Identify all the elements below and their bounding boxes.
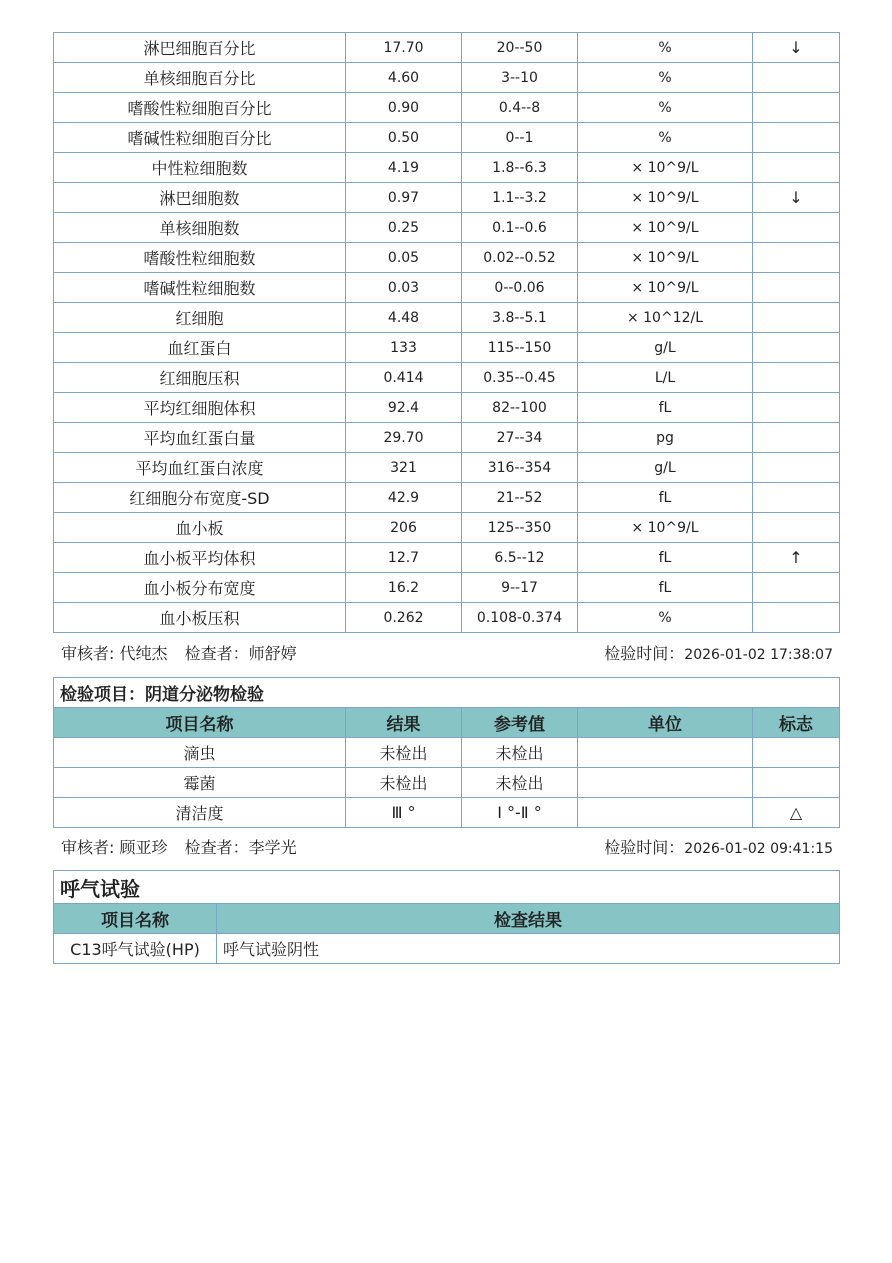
cell-ref: 125--350 xyxy=(462,513,578,543)
table-row xyxy=(54,768,840,798)
breath-test-table xyxy=(53,870,840,964)
col-header-flag: 标志 xyxy=(753,708,840,738)
cell-name: 单核细胞数 xyxy=(54,213,346,243)
cell-flag xyxy=(753,453,840,483)
cell-ref: 0.02--0.52 xyxy=(462,243,578,273)
cell-flag xyxy=(753,273,840,303)
cell-result: 206 xyxy=(346,513,462,543)
cell-result: 92.4 xyxy=(346,393,462,423)
cell-ref: 3--10 xyxy=(462,63,578,93)
cell-result: 呼气试验阴性 xyxy=(217,934,840,964)
cell-unit: g/L xyxy=(578,333,753,363)
reviewer: 审核者: 代纯杰 xyxy=(61,644,168,663)
cell-name: 平均血红蛋白浓度 xyxy=(54,453,346,483)
cell-result: 0.262 xyxy=(346,603,462,633)
examiner: 检查者：李学光 xyxy=(184,838,297,857)
cell-flag xyxy=(753,513,840,543)
table-row xyxy=(54,363,840,393)
cell-flag xyxy=(753,153,840,183)
cell-ref: 27--34 xyxy=(462,423,578,453)
cell-ref: 82--100 xyxy=(462,393,578,423)
cell-name: 清洁度 xyxy=(54,798,346,828)
cell-name: 嗜酸性粒细胞百分比 xyxy=(54,93,346,123)
cell-unit xyxy=(578,768,753,798)
cell-unit: g/L xyxy=(578,453,753,483)
cell-result: 42.9 xyxy=(346,483,462,513)
cell-unit: fL xyxy=(578,483,753,513)
cell-result: 0.03 xyxy=(346,273,462,303)
cell-flag xyxy=(753,603,840,633)
cell-name: 红细胞分布宽度-SD xyxy=(54,483,346,513)
cell-ref: 0.108-0.374 xyxy=(462,603,578,633)
table-row xyxy=(54,333,840,363)
exam-time-label: 检验时间： xyxy=(604,838,685,857)
blood-routine-table xyxy=(53,32,840,633)
cell-unit: × 10^9/L xyxy=(578,183,753,213)
table-row xyxy=(54,423,840,453)
cell-unit: fL xyxy=(578,543,753,573)
table-row xyxy=(54,63,840,93)
cell-result: 12.7 xyxy=(346,543,462,573)
table-row xyxy=(54,393,840,423)
col-header-result: 检查结果 xyxy=(217,904,840,934)
cell-result: 0.25 xyxy=(346,213,462,243)
cell-ref: 0--1 xyxy=(462,123,578,153)
cell-unit: % xyxy=(578,603,753,633)
cell-result: 17.70 xyxy=(346,33,462,63)
cell-unit: × 10^9/L xyxy=(578,153,753,183)
cell-name: 血红蛋白 xyxy=(54,333,346,363)
table-row xyxy=(54,453,840,483)
table-row xyxy=(54,513,840,543)
cell-flag: ↓ xyxy=(753,183,840,213)
examiner: 检查者：师舒婷 xyxy=(184,644,297,663)
cell-name: 血小板压积 xyxy=(54,603,346,633)
cell-ref: 0.1--0.6 xyxy=(462,213,578,243)
cell-name: 平均血红蛋白量 xyxy=(54,423,346,453)
cell-name: 嗜酸性粒细胞数 xyxy=(54,243,346,273)
cell-flag xyxy=(753,573,840,603)
cell-unit: fL xyxy=(578,573,753,603)
exam-time-label: 检验时间： xyxy=(604,644,685,663)
table-row xyxy=(54,934,840,964)
table-row xyxy=(54,603,840,633)
cell-result: 0.05 xyxy=(346,243,462,273)
cell-ref: 20--50 xyxy=(462,33,578,63)
cell-name: 血小板 xyxy=(54,513,346,543)
vaginal-rows xyxy=(54,738,840,828)
cell-unit xyxy=(578,798,753,828)
cell-result: 0.50 xyxy=(346,123,462,153)
cell-flag: ↓ xyxy=(753,33,840,63)
table-row xyxy=(54,573,840,603)
col-header-name: 项目名称 xyxy=(54,708,346,738)
cell-name: 单核细胞百分比 xyxy=(54,63,346,93)
col-header-name: 项目名称 xyxy=(54,904,217,934)
cell-unit: % xyxy=(578,63,753,93)
reviewer: 审核者: 顾亚珍 xyxy=(61,838,168,857)
vaginal-signoff xyxy=(53,833,839,857)
cell-ref: 0.35--0.45 xyxy=(462,363,578,393)
blood-signoff xyxy=(53,639,839,663)
table-row xyxy=(54,153,840,183)
breath-rows xyxy=(54,934,840,964)
cell-unit: × 10^12/L xyxy=(578,303,753,333)
cell-ref: 未检出 xyxy=(462,768,578,798)
cell-flag: ↑ xyxy=(753,543,840,573)
cell-unit: % xyxy=(578,33,753,63)
cell-flag xyxy=(753,738,840,768)
cell-name: 嗜碱性粒细胞百分比 xyxy=(54,123,346,153)
cell-ref: 21--52 xyxy=(462,483,578,513)
table-row xyxy=(54,33,840,63)
table-row xyxy=(54,798,840,828)
cell-result: 未检出 xyxy=(346,738,462,768)
cell-ref: 0--0.06 xyxy=(462,273,578,303)
cell-name: 淋巴细胞百分比 xyxy=(54,33,346,63)
cell-flag xyxy=(753,423,840,453)
cell-flag xyxy=(753,768,840,798)
cell-name: 嗜碱性粒细胞数 xyxy=(54,273,346,303)
table-row xyxy=(54,213,840,243)
cell-unit: % xyxy=(578,93,753,123)
cell-flag xyxy=(753,123,840,153)
col-header-result: 结果 xyxy=(346,708,462,738)
table-row xyxy=(54,183,840,213)
cell-ref: 316--354 xyxy=(462,453,578,483)
cell-result: 0.90 xyxy=(346,93,462,123)
cell-unit: × 10^9/L xyxy=(578,273,753,303)
col-header-ref: 参考值 xyxy=(462,708,578,738)
table-row xyxy=(54,543,840,573)
cell-name: 红细胞压积 xyxy=(54,363,346,393)
cell-name: 平均红细胞体积 xyxy=(54,393,346,423)
table-row xyxy=(54,483,840,513)
cell-name: 红细胞 xyxy=(54,303,346,333)
cell-name: 滴虫 xyxy=(54,738,346,768)
cell-result: Ⅲ ° xyxy=(346,798,462,828)
table-row xyxy=(54,123,840,153)
exam-time: 2026-01-02 09:41:15 xyxy=(684,841,833,857)
cell-flag xyxy=(753,363,840,393)
cell-result: 未检出 xyxy=(346,768,462,798)
cell-result: 0.97 xyxy=(346,183,462,213)
cell-flag xyxy=(753,333,840,363)
cell-flag xyxy=(753,243,840,273)
cell-result: 16.2 xyxy=(346,573,462,603)
vaginal-secretion-table xyxy=(53,677,840,828)
cell-ref: 1.8--6.3 xyxy=(462,153,578,183)
cell-ref: 115--150 xyxy=(462,333,578,363)
cell-result: 133 xyxy=(346,333,462,363)
cell-unit: × 10^9/L xyxy=(578,213,753,243)
cell-result: 0.414 xyxy=(346,363,462,393)
cell-flag xyxy=(753,303,840,333)
blood-routine-rows xyxy=(54,33,840,633)
cell-unit: pg xyxy=(578,423,753,453)
cell-flag xyxy=(753,393,840,423)
cell-ref: 9--17 xyxy=(462,573,578,603)
cell-name: C13呼气试验(HP) xyxy=(54,934,217,964)
table-row xyxy=(54,303,840,333)
table-row xyxy=(54,243,840,273)
cell-unit: × 10^9/L xyxy=(578,513,753,543)
section-title: 检验项目：阴道分泌物检验 xyxy=(54,678,840,708)
exam-time: 2026-01-02 17:38:07 xyxy=(684,647,833,663)
cell-ref: 3.8--5.1 xyxy=(462,303,578,333)
table-row xyxy=(54,738,840,768)
cell-name: 中性粒细胞数 xyxy=(54,153,346,183)
cell-flag xyxy=(753,213,840,243)
cell-result: 321 xyxy=(346,453,462,483)
table-row xyxy=(54,273,840,303)
section-title: 呼气试验 xyxy=(54,871,840,904)
cell-flag xyxy=(753,63,840,93)
cell-ref: 6.5--12 xyxy=(462,543,578,573)
cell-unit: × 10^9/L xyxy=(578,243,753,273)
cell-ref: 1.1--3.2 xyxy=(462,183,578,213)
cell-result: 4.60 xyxy=(346,63,462,93)
cell-result: 29.70 xyxy=(346,423,462,453)
cell-name: 血小板平均体积 xyxy=(54,543,346,573)
cell-result: 4.48 xyxy=(346,303,462,333)
cell-name: 血小板分布宽度 xyxy=(54,573,346,603)
cell-flag xyxy=(753,483,840,513)
cell-flag xyxy=(753,93,840,123)
cell-name: 霉菌 xyxy=(54,768,346,798)
cell-unit: fL xyxy=(578,393,753,423)
cell-result: 4.19 xyxy=(346,153,462,183)
cell-ref: Ⅰ °-Ⅱ ° xyxy=(462,798,578,828)
cell-unit: % xyxy=(578,123,753,153)
col-header-unit: 单位 xyxy=(578,708,753,738)
cell-unit xyxy=(578,738,753,768)
cell-ref: 未检出 xyxy=(462,738,578,768)
table-row xyxy=(54,93,840,123)
cell-name: 淋巴细胞数 xyxy=(54,183,346,213)
cell-ref: 0.4--8 xyxy=(462,93,578,123)
cell-flag: △ xyxy=(753,798,840,828)
cell-unit: L/L xyxy=(578,363,753,393)
